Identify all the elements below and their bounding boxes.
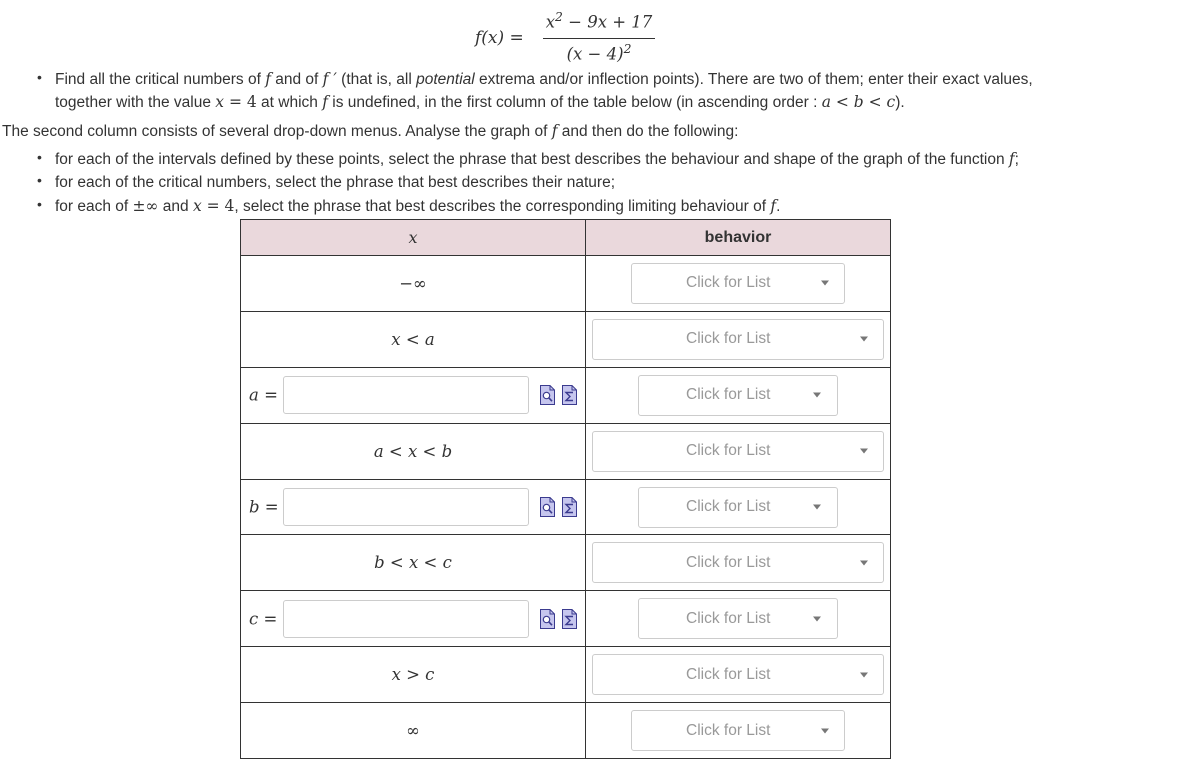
formula-numerator: $x^2 - 9x + 17$ <box>545 10 653 32</box>
table-row <box>241 535 891 591</box>
dropdown-arrow-icon <box>860 337 868 342</box>
table-header-row <box>241 220 891 256</box>
header-behavior: behavior <box>586 220 891 256</box>
behavior-dropdown[interactable] <box>638 487 838 528</box>
behavior-dropdown[interactable] <box>592 654 884 695</box>
x-cell-interval: b < x < c <box>241 535 586 591</box>
dropdown-label: Click for List <box>686 330 771 348</box>
behavior-dropdown[interactable] <box>592 431 884 472</box>
table-row <box>241 703 891 759</box>
table-row <box>241 479 891 535</box>
dropdown-arrow-icon <box>860 672 868 677</box>
dropdown-label: Click for List <box>686 498 771 515</box>
x-cell-neg-infinity: −∞ <box>241 256 586 312</box>
table-row <box>241 591 891 647</box>
behavior-dropdown[interactable] <box>638 375 838 416</box>
dropdown-label: Click for List <box>686 442 771 460</box>
behavior-dropdown[interactable] <box>638 598 838 639</box>
equation-sigma-icon[interactable] <box>561 496 578 518</box>
formula-lhs: f(x) = <box>475 28 524 48</box>
x-cell-pos-infinity: ∞ <box>241 703 586 759</box>
dropdown-arrow-icon <box>860 560 868 565</box>
table-row <box>241 256 891 312</box>
equation-sigma-icon[interactable] <box>561 608 578 630</box>
equation-sigma-icon[interactable] <box>561 384 578 406</box>
answer-label-a: a = <box>249 385 278 405</box>
bullet-dot: • <box>37 69 42 85</box>
dropdown-label: Click for List <box>686 609 771 627</box>
instruction-bullet-1: Find all the critical numbers of f and of f ′ (that is, all potential extrema and/or inflection points). There are two of them; enter their exact values, together with the value x = 4 at which f is undefined, in the first column of the table below (in ascending order : a < b < c). <box>55 70 1033 111</box>
dropdown-arrow-icon <box>821 281 829 286</box>
dropdown-arrow-icon <box>813 616 821 621</box>
behavior-dropdown[interactable] <box>631 263 845 304</box>
table-row <box>241 647 891 703</box>
bullet-dot: • <box>37 149 42 165</box>
dropdown-arrow-icon <box>813 393 821 398</box>
dropdown-label: Click for List <box>686 386 771 404</box>
answer-label-b: b = <box>249 497 279 517</box>
bullet-dot: • <box>37 196 42 212</box>
dropdown-arrow-icon <box>860 449 868 454</box>
table-row <box>241 423 891 479</box>
behavior-dropdown[interactable] <box>631 710 845 751</box>
instruction-bullet-4: for each of ±∞ and x = 4, select the phrase that best describes the corresponding limiting behaviour of f. <box>55 197 781 215</box>
answer-input-b[interactable] <box>283 488 529 526</box>
header-x: x <box>241 220 586 256</box>
fraction-bar <box>543 38 655 39</box>
instruction-bullet-3: for each of the critical numbers, select the phrase that best describes their nature; <box>55 174 616 191</box>
bullet-dot: • <box>37 172 42 188</box>
preview-magnifier-icon[interactable] <box>539 496 556 518</box>
x-cell-interval: x < a <box>241 311 586 367</box>
table-row <box>241 367 891 423</box>
dropdown-label: Click for List <box>686 721 771 739</box>
dropdown-arrow-icon <box>821 728 829 733</box>
behavior-dropdown[interactable] <box>592 542 884 583</box>
behavior-dropdown[interactable] <box>592 319 884 360</box>
answer-input-a[interactable] <box>283 376 529 414</box>
preview-magnifier-icon[interactable] <box>539 384 556 406</box>
table-row <box>241 311 891 367</box>
dropdown-label: Click for List <box>686 553 771 571</box>
x-cell-interval: x > c <box>241 647 586 703</box>
preview-magnifier-icon[interactable] <box>539 608 556 630</box>
instruction-paragraph: The second column consists of several drop-down menus. Analyse the graph of f and then do the following: <box>2 122 739 140</box>
formula-denominator: $(x - 4)^2$ <box>566 42 632 64</box>
dropdown-label: Click for List <box>686 665 771 683</box>
dropdown-arrow-icon <box>813 505 821 510</box>
answer-input-c[interactable] <box>283 600 529 638</box>
behavior-table <box>240 219 891 759</box>
answer-label-c: c = <box>249 609 278 629</box>
x-cell-interval: a < x < b <box>241 423 586 479</box>
dropdown-label: Click for List <box>686 274 771 292</box>
instruction-bullet-2: for each of the intervals defined by these points, select the phrase that best describes the behaviour and shape of the graph of the function f; <box>55 150 1019 168</box>
